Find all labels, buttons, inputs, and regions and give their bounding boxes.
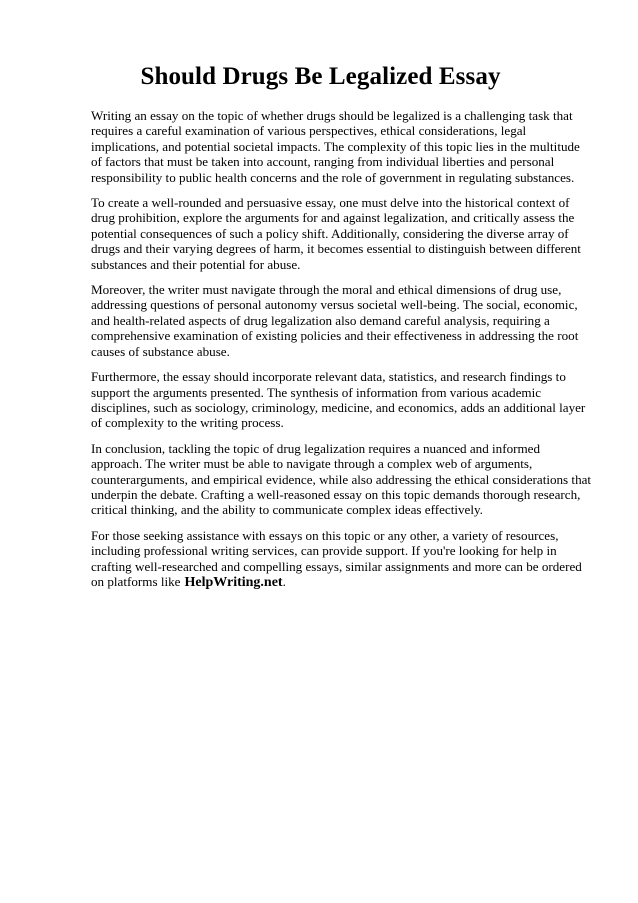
paragraph-5: In conclusion, tackling the topic of drug legalization requires a nuanced and informed approach. The writer must be able to navigate through a complex web of arguments, counterarguments, and empirical evidence, while also addressing the ethical considerations that underpin the debate. Crafting a well-reasoned essay on this topic demands thorough research, critical thinking, and the ability to communicate complex ideas effectively. [91, 440, 592, 518]
document-title: Should Drugs Be Legalized Essay [140, 63, 501, 90]
paragraph-6-end: . [282, 573, 286, 589]
paragraph-4: Furthermore, the essay should incorporate relevant data, statistics, and research findings to support the arguments presented. The synthesis of information from various academic disciplines, such as sociology, criminology, medicine, and economics, adds an additional layer of complexity to the writing process. [91, 369, 586, 431]
helpwriting-link[interactable]: HelpWriting.net [184, 574, 283, 590]
paragraph-2: To create a well-rounded and persuasive essay, one must delve into the historical context of drug prohibition, explore the arguments for and against legalization, and critically assess the potential consequences of such a policy shift. Additionally, considering the diverse array of drugs and their varying degrees of harm, it becomes essential to distinguish between different substances and their potential for abuse. [91, 195, 581, 272]
paragraph-6-text: For those seeking assistance with essays on this topic or any other, a variety of resources, including professional writing services, can provide support. If you're looking for help in crafting well-researched and compelling essays, similar assignments and more can be ordered on platforms like [91, 527, 582, 589]
paragraph-3: Moreover, the writer must navigate through the moral and ethical dimensions of drug use, addressing questions of personal autonomy versus societal well-being. The social, economic, and health-related aspects of drug legalization also demand careful analysis, requiring a comprehensive examination of existing policies and their effectiveness in addressing the root causes of substance abuse. [91, 282, 579, 359]
paragraph-1: Writing an essay on the topic of whether drugs should be legalized is a challenging task that requires a careful examination of various perspectives, ethical considerations, legal implications, and potential societal impacts. The complexity of this topic lies in the multitude of factors that must be taken into account, ranging from individual liberties and personal responsibility to public health concerns and the role of government in regulating substances. [91, 108, 580, 185]
paragraph-6 [91, 528, 594, 591]
